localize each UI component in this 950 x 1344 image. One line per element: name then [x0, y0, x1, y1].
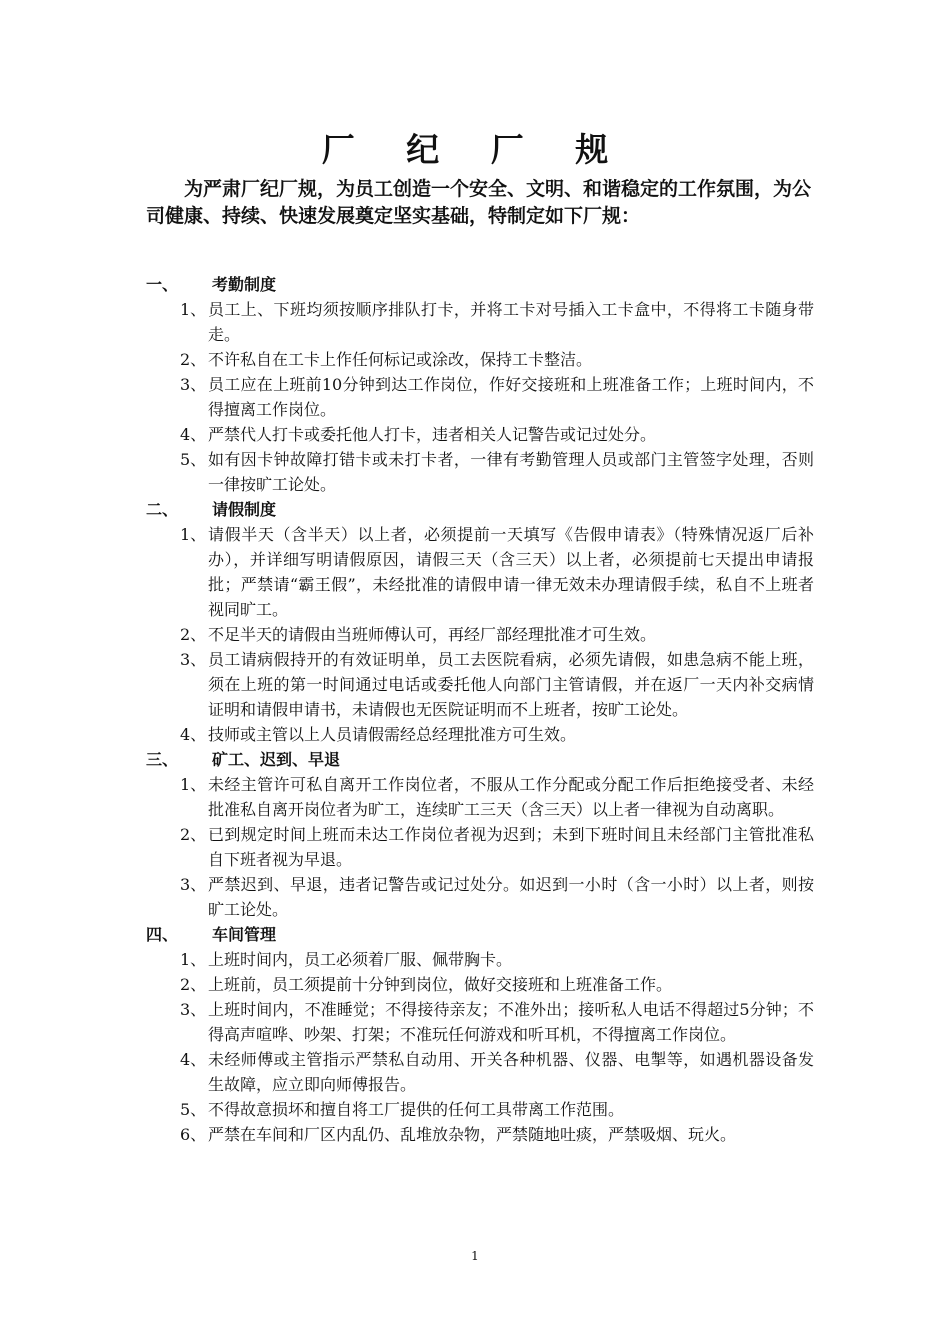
document-title: 厂 纪 厂 规: [321, 130, 629, 169]
section-heading: [146, 272, 814, 297]
section-number: 三、: [146, 750, 179, 769]
rule-item-text: 严禁迟到、早退，违者记警告或记过处分。如迟到一小时（含一小时）以上者，则按旷工论处。: [208, 875, 814, 919]
rule-item: [146, 722, 814, 747]
rule-item-text: 严禁在车间和厂区内乱仍、乱堆放杂物，严禁随地吐痰，严禁吸烟、玩火。: [208, 1125, 737, 1144]
section-heading: [146, 747, 814, 772]
rule-item-number: 5、: [180, 450, 207, 469]
rule-item: [146, 522, 814, 622]
rule-item-text: 未经师傅或主管指示严禁私自动用、开关各种机器、仪器、电掣等，如遇机器设备发生故障，应立即向师傅报告。: [208, 1050, 814, 1094]
rule-item-number: 4、: [180, 425, 207, 444]
rule-item-text: 请假半天（含半天）以上者，必须提前一天填写《告假申请表》（特殊情况返厂后补办），并详细写明请假原因，请假三天（含三天）以上者，必须提前七天提出申请报批；严禁请“霸王假”，未经批准的请假申请一律无效未办理请假手续，私自不上班者视同旷工。: [208, 525, 814, 619]
page-number: 1: [471, 1249, 479, 1263]
section-title: 请假制度: [212, 500, 277, 519]
rule-item: [146, 947, 814, 972]
rule-item: [146, 422, 814, 447]
rule-item-number: 2、: [180, 975, 207, 994]
rule-item-text: 上班时间内，员工必须着厂服、佩带胸卡。: [208, 950, 513, 969]
rule-item-number: 6、: [180, 1125, 207, 1144]
rule-item-text: 已到规定时间上班而未达工作岗位者视为迟到；未到下班时间且未经部门主管批准私自下班者视为早退。: [208, 825, 814, 869]
rule-section: [146, 922, 814, 1147]
rule-item-number: 1、: [180, 300, 207, 319]
rule-item: [146, 972, 814, 997]
rule-item-text: 员工上、下班均须按顺序排队打卡，并将工卡对号插入工卡盒中，不得将工卡随身带走。: [208, 300, 814, 344]
rule-item: [146, 772, 814, 822]
rule-item: [146, 622, 814, 647]
section-heading: [146, 922, 814, 947]
rule-item-text: 技师或主管以上人员请假需经总经理批准方可生效。: [208, 725, 577, 744]
section-title: 考勤制度: [212, 275, 277, 294]
rule-item-text: 严禁代人打卡或委托他人打卡，违者相关人记警告或记过处分。: [208, 425, 657, 444]
rule-item: [146, 997, 814, 1047]
rule-section: [146, 497, 814, 747]
rule-item-number: 2、: [180, 825, 207, 844]
rule-item-number: 2、: [180, 350, 207, 369]
rule-item: [146, 447, 814, 497]
section-title: 车间管理: [212, 925, 277, 944]
rule-item-number: 5、: [180, 1100, 207, 1119]
rule-item-text: 不许私自在工卡上作任何标记或涂改，保持工卡整洁。: [208, 350, 593, 369]
rule-item-text: 未经主管许可私自离开工作岗位者，不服从工作分配或分配工作后拒绝接受者、未经批准私自离开岗位者为旷工，连续旷工三天（含三天）以上者一律视为自动离职。: [208, 775, 814, 819]
section-heading: [146, 497, 814, 522]
rules-content: [146, 272, 814, 1147]
rule-item: [146, 347, 814, 372]
rule-item: [146, 1122, 814, 1147]
section-number: 一、: [146, 275, 179, 294]
rule-item: [146, 647, 814, 722]
rule-item: [146, 822, 814, 872]
rule-item-number: 1、: [180, 525, 207, 544]
rule-item: [146, 372, 814, 422]
rule-item-number: 3、: [180, 375, 207, 394]
rule-item-number: 3、: [180, 875, 207, 894]
rule-item-text: 员工应在上班前10分钟到达工作岗位，作好交接班和上班准备工作；上班时间内，不得擅离工作岗位。: [208, 375, 814, 419]
rule-item-number: 2、: [180, 625, 207, 644]
rule-item: [146, 297, 814, 347]
rule-item-text: 上班前，员工须提前十分钟到岗位，做好交接班和上班准备工作。: [208, 975, 673, 994]
document-intro: 为严肃厂纪厂规，为员工创造一个安全、文明、和谐稳定的工作氛围，为公司健康、持续、快速发展奠定坚实基础，特制定如下厂规：: [146, 178, 812, 227]
rule-item-text: 员工请病假持开的有效证明单，员工去医院看病，必须先请假，如患急病不能上班，须在上班的第一时间通过电话或委托他人向部门主管请假，并在返厂一天内补交病情证明和请假申请书，未请假也无医院证明而不上班者，按旷工论处。: [208, 650, 814, 719]
rule-item-number: 1、: [180, 775, 207, 794]
rule-item-number: 3、: [180, 1000, 207, 1019]
rule-item: [146, 1047, 814, 1097]
section-number: 二、: [146, 500, 179, 519]
rule-item: [146, 872, 814, 922]
rule-item-number: 4、: [180, 1050, 207, 1069]
rule-item: [146, 1097, 814, 1122]
rule-item-text: 不足半天的请假由当班师傅认可，再经厂部经理批准才可生效。: [208, 625, 657, 644]
rule-item-text: 上班时间内，不准睡觉；不得接待亲友；不准外出；接听私人电话不得超过5分钟；不得高声喧哗、吵架、打架；不准玩任何游戏和听耳机，不得擅离工作岗位。: [208, 1000, 814, 1044]
rule-item-text: 如有因卡钟故障打错卡或未打卡者，一律有考勤管理人员或部门主管签字处理，否则一律按旷工论处。: [208, 450, 814, 494]
rule-item-number: 3、: [180, 650, 207, 669]
rule-item-number: 4、: [180, 725, 207, 744]
section-title: 矿工、迟到、早退: [212, 750, 341, 769]
rule-section: [146, 272, 814, 497]
rule-section: [146, 747, 814, 922]
section-number: 四、: [146, 925, 179, 944]
rule-item-text: 不得故意损坏和擅自将工厂提供的任何工具带离工作范围。: [208, 1100, 625, 1119]
rule-item-number: 1、: [180, 950, 207, 969]
